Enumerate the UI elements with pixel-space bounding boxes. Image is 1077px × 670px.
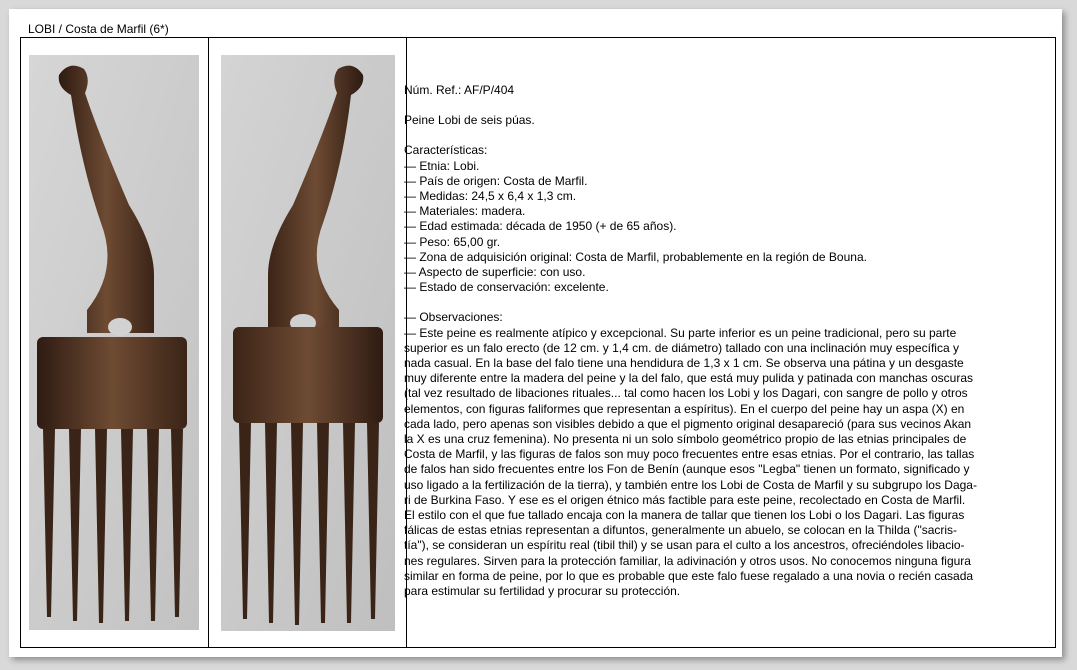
observation-line: — Este peine es realmente atípico y excepcional. Su parte inferior es un peine tradicional, pero su parte xyxy=(404,325,957,340)
feature-line: — Peso: 65,00 gr. xyxy=(404,234,501,249)
feature-line: — Medidas: 24,5 x 6,4 x 1,3 cm. xyxy=(404,189,577,204)
observation-line: cada lado, pero apenas son visibles debido a que el pigmento original desapareció (para sus vecinos Akan xyxy=(404,416,972,431)
observation-line: la X es una cruz femenina). No presenta ni un solo símbolo geométrico propio de las etnias principales de xyxy=(404,432,967,447)
feature-line: — País de origen: Costa de Marfil. xyxy=(404,173,588,188)
summary: Peine Lobi de seis púas. xyxy=(404,113,535,128)
feature-line: — Zona de adquisición original: Costa de Marfil, probablemente en la región de Bouna. xyxy=(404,249,867,264)
observation-line: superior es un falo erecto (de 12 cm. y 1,4 cm. de diámetro) tallado con una inclinación muy específica y xyxy=(404,340,959,355)
feature-line: — Estado de conservación: excelente. xyxy=(404,280,609,295)
observation-line: (tal vez resultado de libaciones rituales... tal como hacen los Lobi y los Dagari, con sangre de pollo y otros xyxy=(404,386,968,401)
feature-line: — Aspecto de superficie: con uso. xyxy=(404,265,586,280)
observation-line: uso ligado a la fertilización de la tierra), y también entre los Lobi de Costa de Marfil y su subgrupo los Daga- xyxy=(404,477,977,492)
column-divider xyxy=(208,38,209,647)
observation-line: fálicas de estas etnias representan a difuntos, generalmente un abuelo, se colocan en la Thilda ("sacris- xyxy=(404,523,958,538)
feature-line: — Edad estimada: década de 1950 (+ de 65 años). xyxy=(404,219,677,234)
feature-line: — Etnia: Lobi. xyxy=(404,158,480,173)
features-heading: Características: xyxy=(404,143,488,158)
observations-heading: — Observaciones: xyxy=(404,310,503,325)
page-title: LOBI / Costa de Marfil (6*) xyxy=(28,22,169,36)
document-sheet xyxy=(9,9,1062,657)
observation-line: tía"), se consideran un espíritu real (tibil thil) y se usan para el culto a los ancestros, ofreciéndoles libacio- xyxy=(404,538,965,553)
observation-line: ri de Burkina Faso. Y ese es el origen étnico más factible para este peine, recolectado en Costa de Marfil. xyxy=(404,492,966,507)
observation-line: El estilo con el que fue tallado encaja con la manera de tallar que tienen los Lobi o los Dagari. Las figuras xyxy=(404,508,965,523)
observation-line: nes regulares. Sirven para la protección familiar, la adivinación y otros usos. No conocemos ninguna figura xyxy=(404,553,971,568)
comb-back-photo xyxy=(221,55,395,631)
description-text xyxy=(404,55,1044,599)
observation-line: similar en forma de peine, por lo que es probable que este falo fuese regalado a una novia o recién casada xyxy=(404,568,974,583)
observation-line: elementos, con figuras faliformes que representan a espíritus). En el cuerpo del peine hay un aspa (X) en xyxy=(404,401,965,416)
reference-number: Núm. Ref.: AF/P/404 xyxy=(404,83,515,97)
comb-front-photo xyxy=(29,55,199,630)
feature-line: — Materiales: madera. xyxy=(404,204,526,219)
observation-line: de falos han sido frecuentes entre los Fon de Benín (aunque esos "Legba" tienen un formato, significado y xyxy=(404,462,970,477)
observation-line: para estimular su fertilidad y procurar su protección. xyxy=(404,584,681,599)
observation-line: muy diferente entre la madera del peine y la del falo, que está muy pulida y patinada con manchas oscuras xyxy=(404,371,974,386)
observation-line: nada casual. En la base del falo tiene una hendidura de 1,3 x 1 cm. Se observa una pátina y un desgaste xyxy=(404,356,964,371)
observation-line: Costa de Marfil, y las figuras de falos son muy poco frecuentes entre esas etnias. Por el contrario, las tallas xyxy=(404,447,975,462)
